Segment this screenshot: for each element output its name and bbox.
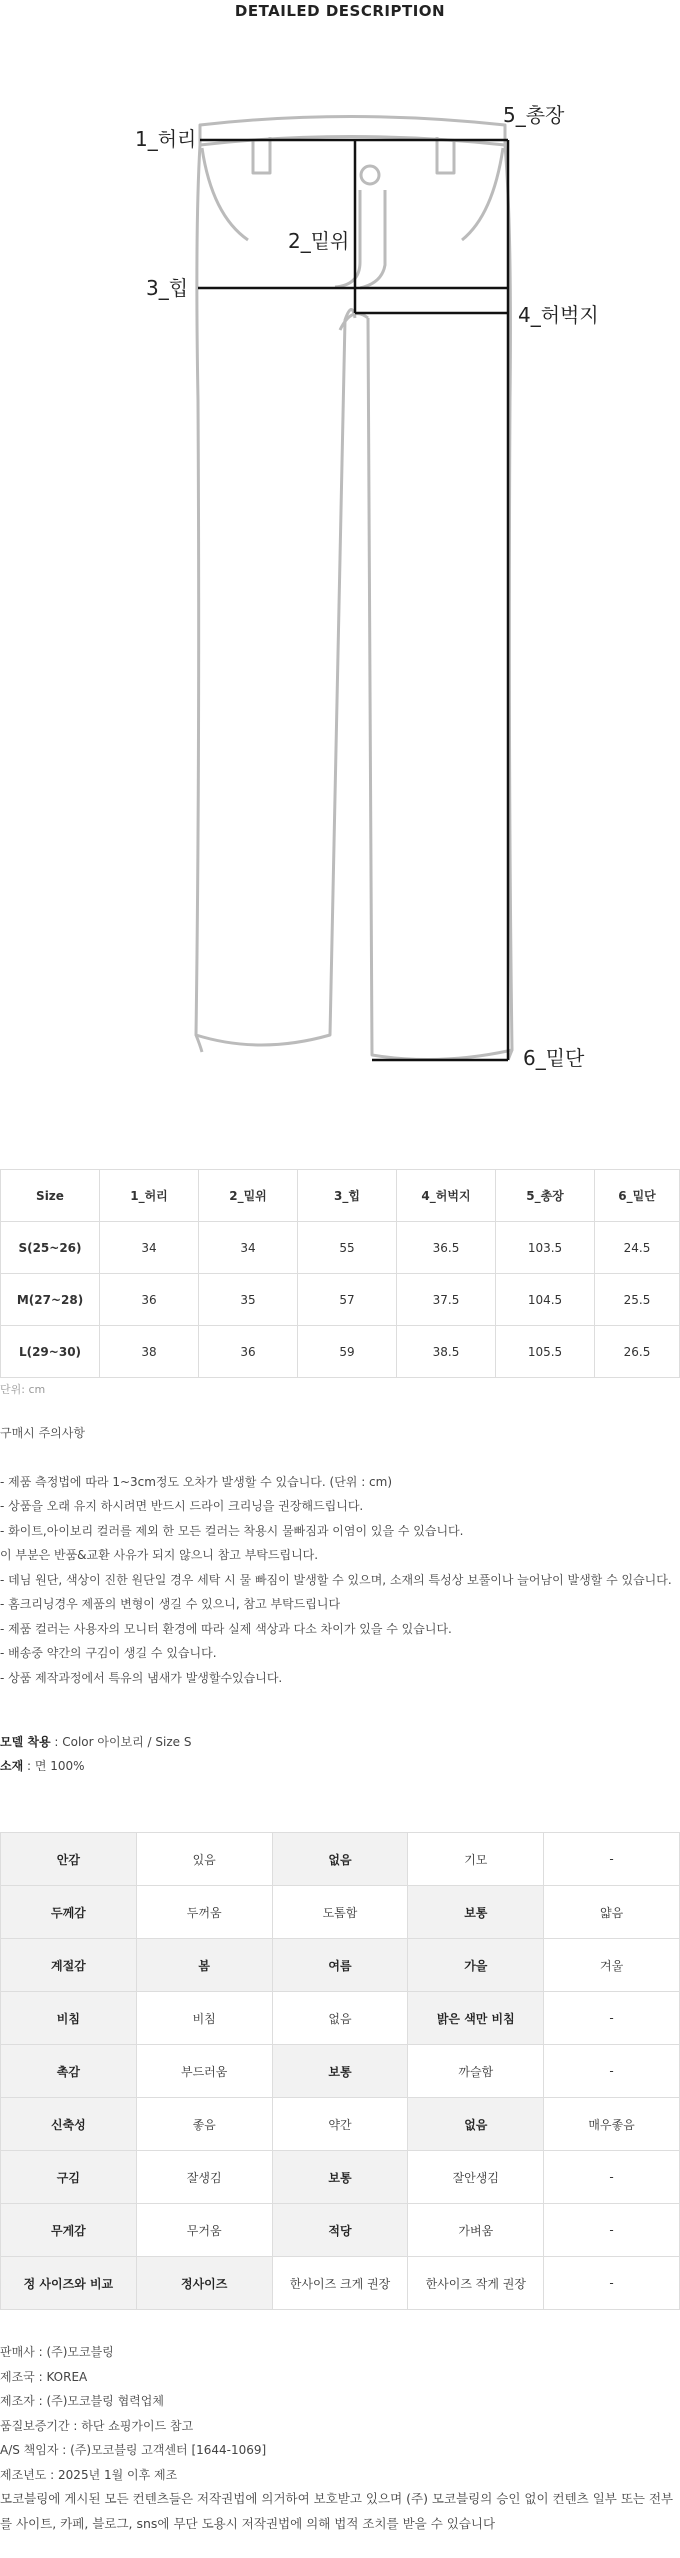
feel-selected-cell: 보통 [272,2151,408,2204]
note-item: - 홈크리닝경우 제품의 변형이 생길 수 있으니, 참고 부탁드립니다 [0,1597,341,1611]
table-row [1,2045,680,2098]
note-item: - 제품 컬러는 사용자의 모니터 환경에 따라 실제 색상과 다소 차이가 있을 수 있습니다. [0,1621,452,1636]
size-cell: 34 [199,1222,298,1274]
feel-option-cell: - [544,1833,680,1886]
feel-option-cell: 얇음 [544,1886,680,1939]
feel-option-cell: 가벼움 [408,2204,544,2257]
feel-selected-cell: 봄 [136,1939,272,1992]
feel-selected-cell: 보통 [408,1886,544,1939]
feel-option-cell: 매우좋음 [544,2098,680,2151]
feel-option-cell: 잘생김 [136,2151,272,2204]
note-item: 이 부분은 반품&교환 사유가 되지 않으니 참고 부탁드립니다. [0,1548,319,1562]
feel-selected-cell: 없음 [272,1833,408,1886]
note-item: - 제품 측정법에 따라 1~3cm정도 오차가 발생할 수 있습니다. (단위 : cm) [0,1474,393,1489]
size-table [0,1169,680,1378]
feel-option-cell: 잘안생김 [408,2151,544,2204]
feel-selected-cell: 정사이즈 [136,2257,272,2310]
feel-category-cell: 두께감 [1,1886,137,1939]
table-row [1,2204,680,2257]
feel-selected-cell: 밝은 색만 비침 [408,1992,544,2045]
note-item: - 화이트,아이보리 컬러를 제외 한 모든 컬러는 착용시 물빠짐과 이염이 있을 수 있습니다. [0,1523,464,1538]
table-row [1,1939,680,1992]
feel-option-cell: 한사이즈 크게 권장 [272,2257,408,2310]
feel-option-cell: 한사이즈 작게 권장 [408,2257,544,2310]
info-line: 제조국 : KOREA [0,2369,88,2384]
size-cell: 59 [298,1326,397,1378]
feel-option-cell: 도톰함 [272,1886,408,1939]
size-header-cell: 6_밑단 [595,1170,680,1222]
feel-selected-cell: 없음 [408,2098,544,2151]
feel-option-cell: 까슬함 [408,2045,544,2098]
fabric-feel-table [0,1832,680,2310]
info-line: 제조년도 : 2025년 1월 이후 제조 [0,2467,178,2482]
feel-option-cell: - [544,1992,680,2045]
table-row [1,1274,680,1326]
feel-option-cell: 두꺼움 [136,1886,272,1939]
feel-selected-cell: 보통 [272,2045,408,2098]
model-wear-label: 모델 착용 [0,1735,51,1749]
size-name-cell: S(25~26) [1,1222,100,1274]
note-item: - 상품을 오래 유지 하시려면 반드시 드라이 크리닝을 권장해드립니다. [0,1499,364,1513]
feel-category-cell: 비침 [1,1992,137,2045]
feel-option-cell: 비침 [136,1992,272,2045]
note-item: - 배송중 약간의 구김이 생길 수 있습니다. [0,1646,217,1660]
table-row [1,2151,680,2204]
size-table-header-row [1,1170,680,1222]
feel-option-cell: - [544,2045,680,2098]
size-cell: 24.5 [595,1222,680,1274]
feel-option-cell: 없음 [272,1992,408,2045]
feel-selected-cell: 적당 [272,2204,408,2257]
feel-option-cell: - [544,2204,680,2257]
table-row [1,2257,680,2310]
feel-selected-cell: 여름 [272,1939,408,1992]
feel-option-cell: 겨울 [544,1939,680,1992]
purchase-notes [0,1421,672,1690]
size-cell: 36 [100,1274,199,1326]
table-row [1,1886,680,1939]
size-cell: 25.5 [595,1274,680,1326]
size-cell: 35 [199,1274,298,1326]
table-row [1,1326,680,1378]
size-cell: 36 [199,1326,298,1378]
size-name-cell: L(29~30) [1,1326,100,1378]
feel-option-cell: 부드러움 [136,2045,272,2098]
info-line: A/S 책임자 : (주)모코블링 고객센터 [1644-1069] [0,2443,267,2457]
product-info [0,2340,266,2487]
feel-option-cell: 있음 [136,1833,272,1886]
size-header-cell: 3_힙 [298,1170,397,1222]
size-cell: 104.5 [496,1274,595,1326]
info-line: 품질보증기간 : 하단 쇼핑가이드 참고 [0,2418,194,2433]
feel-option-cell: 좋음 [136,2098,272,2151]
size-header-cell: 4_허벅지 [397,1170,496,1222]
material-value: : 면 100% [23,1759,85,1773]
size-cell: 57 [298,1274,397,1326]
unit-note: 단위: cm [0,1383,46,1396]
measurement-lines [198,140,508,1060]
size-name-cell: M(27~28) [1,1274,100,1326]
size-cell: 38 [100,1326,199,1378]
size-header-cell: Size [1,1170,100,1222]
table-row [1,1222,680,1274]
feel-category-cell: 계절감 [1,1939,137,1992]
table-row [1,2098,680,2151]
size-cell: 26.5 [595,1326,680,1378]
feel-option-cell: - [544,2151,680,2204]
info-line: 판매사 : (주)모코블링 [0,2345,114,2359]
note-item: - 상품 제작과정에서 특유의 냄새가 발생할수있습니다. [0,1670,283,1685]
rise-label: 2_밑위 [288,229,350,253]
table-row [1,1992,680,2045]
size-header-cell: 1_허리 [100,1170,199,1222]
feel-category-cell: 촉감 [1,2045,137,2098]
pants-measurement-diagram [0,60,680,1080]
hem-label: 6_밑단 [523,1046,585,1070]
thigh-label: 4_허벅지 [518,303,599,327]
feel-category-cell: 구김 [1,2151,137,2204]
feel-selected-cell: 가을 [408,1939,544,1992]
model-info [0,1730,191,1778]
feel-option-cell: 약간 [272,2098,408,2151]
notes-title: 구매시 주의사항 [0,1426,85,1440]
table-row [1,1833,680,1886]
feel-category-cell: 정 사이즈와 비교 [1,2257,137,2310]
feel-category-cell: 무게감 [1,2204,137,2257]
feel-option-cell: 기모 [408,1833,544,1886]
material-label: 소재 [0,1759,24,1773]
length-label: 5_총장 [503,103,565,127]
feel-option-cell: - [544,2257,680,2310]
size-cell: 34 [100,1222,199,1274]
copyright-notice: 모코블링에 게시된 모든 컨텐츠들은 저작권법에 의거하여 보호받고 있으며 (주) 모코블링의 승인 없이 컨텐츠 일부 또는 전부를 사이트, 카페, 블로그, sns에 무단 도용시 저작권법에 의해 법적 조치를 받을 수 있습니다 [0,2491,674,2531]
waist-label: 1_허리 [135,127,197,151]
feel-category-cell: 안감 [1,1833,137,1886]
size-cell: 103.5 [496,1222,595,1274]
hip-label: 3_힙 [146,276,189,300]
page-title: DETAILED DESCRIPTION [234,2,446,20]
note-item: - 데님 원단, 색상이 진한 원단일 경우 세탁 시 물 빠짐이 발생할 수 있으며, 소재의 특성상 보풀이나 늘어남이 발생할 수 있습니다. [0,1572,672,1587]
feel-category-cell: 신축성 [1,2098,137,2151]
size-cell: 38.5 [397,1326,496,1378]
feel-option-cell: 무거움 [136,2204,272,2257]
size-header-cell: 5_총장 [496,1170,595,1222]
size-cell: 55 [298,1222,397,1274]
info-line: 제조자 : (주)모코블링 협력업체 [0,2394,164,2408]
size-cell: 105.5 [496,1326,595,1378]
size-header-cell: 2_밑위 [199,1170,298,1222]
size-cell: 36.5 [397,1222,496,1274]
size-cell: 37.5 [397,1274,496,1326]
model-wear-value: : Color 아이보리 / Size S [50,1735,192,1749]
